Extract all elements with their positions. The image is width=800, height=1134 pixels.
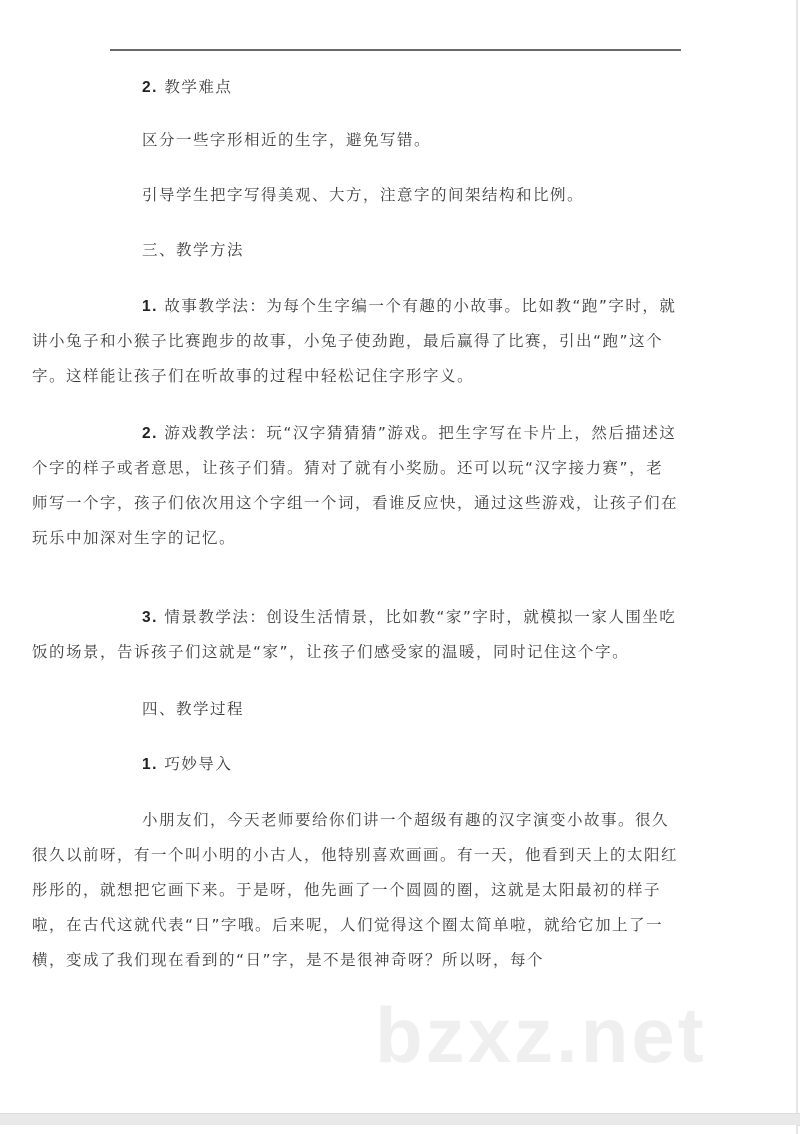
- item-number: 3.: [142, 609, 158, 626]
- numbered-paragraph-scenario-method: [32, 600, 678, 670]
- paragraph: 区分一些字形相近的生字，避免写错。: [142, 131, 432, 149]
- numbered-paragraph-game-method: [32, 416, 678, 556]
- item-number: 2.: [142, 425, 158, 442]
- subheading-text: 巧妙导入: [164, 755, 233, 773]
- paragraph-text: 故事教学法：为每个生字编一个有趣的小故事。比如教“跑”字时，就讲小兔子和小猴子比赛跑步的故事，小兔子使劲跑，最后赢得了比赛，引出“跑”这个字。这样能让孩子们在听故事的过程中轻松记住字形字义。: [32, 297, 677, 385]
- item-number: 1.: [142, 756, 158, 773]
- subheading-teaching-difficulties: [112, 70, 708, 105]
- watermark: bzxz.net: [375, 991, 707, 1079]
- paragraph-story-intro: 小朋友们，今天老师要给你们讲一个超级有趣的汉字演变小故事。很久很久以前呀，有一个叫小明的小古人，他特别喜欢画画。有一天，他看到天上的太阳红彤彤的，就想把它画下来。于是呀，他先画了一个圆圆的圈，这就是太阳最初的样子啦，在古代这就代表“日”字哦。后来呢，人们觉得这个圈太简单啦，就给它加上了一横，变成了我们现在看到的“日”字，是不是很神奇呀？所以呀，每个: [32, 811, 679, 969]
- paragraph: 引导学生把字写得美观、大方，注意字的间架结构和比例。: [142, 186, 585, 204]
- next-page-edge: [0, 1125, 798, 1134]
- paragraph-text: 情景教学法：创设生活情景，比如教“家”字时，就模拟一家人围坐吃饭的场景，告诉孩子们这就是“家”，让孩子们感受家的温暖，同时记住这个字。: [32, 608, 677, 661]
- subheading-introduction: [112, 747, 708, 782]
- paragraph-text: 游戏教学法：玩“汉字猜猜猜”游戏。把生字写在卡片上，然后描述这个字的样子或者意思，让孩子们猜。猜对了就有小奖励。还可以玩“汉字接力赛”，老师写一个字，孩子们依次用这个字组一个词，看谁反应快，通过这些游戏，让孩子们在玩乐中加深对生字的记忆。: [32, 424, 679, 547]
- section-heading-teaching-process: 四、教学过程: [142, 700, 245, 718]
- item-number: 2.: [142, 79, 158, 96]
- numbered-paragraph-story-method: [32, 289, 678, 394]
- subheading-text: 教学难点: [164, 78, 233, 96]
- section-heading-teaching-methods: 三、教学方法: [142, 241, 245, 259]
- header-divider: [110, 49, 681, 51]
- item-number: 1.: [142, 298, 158, 315]
